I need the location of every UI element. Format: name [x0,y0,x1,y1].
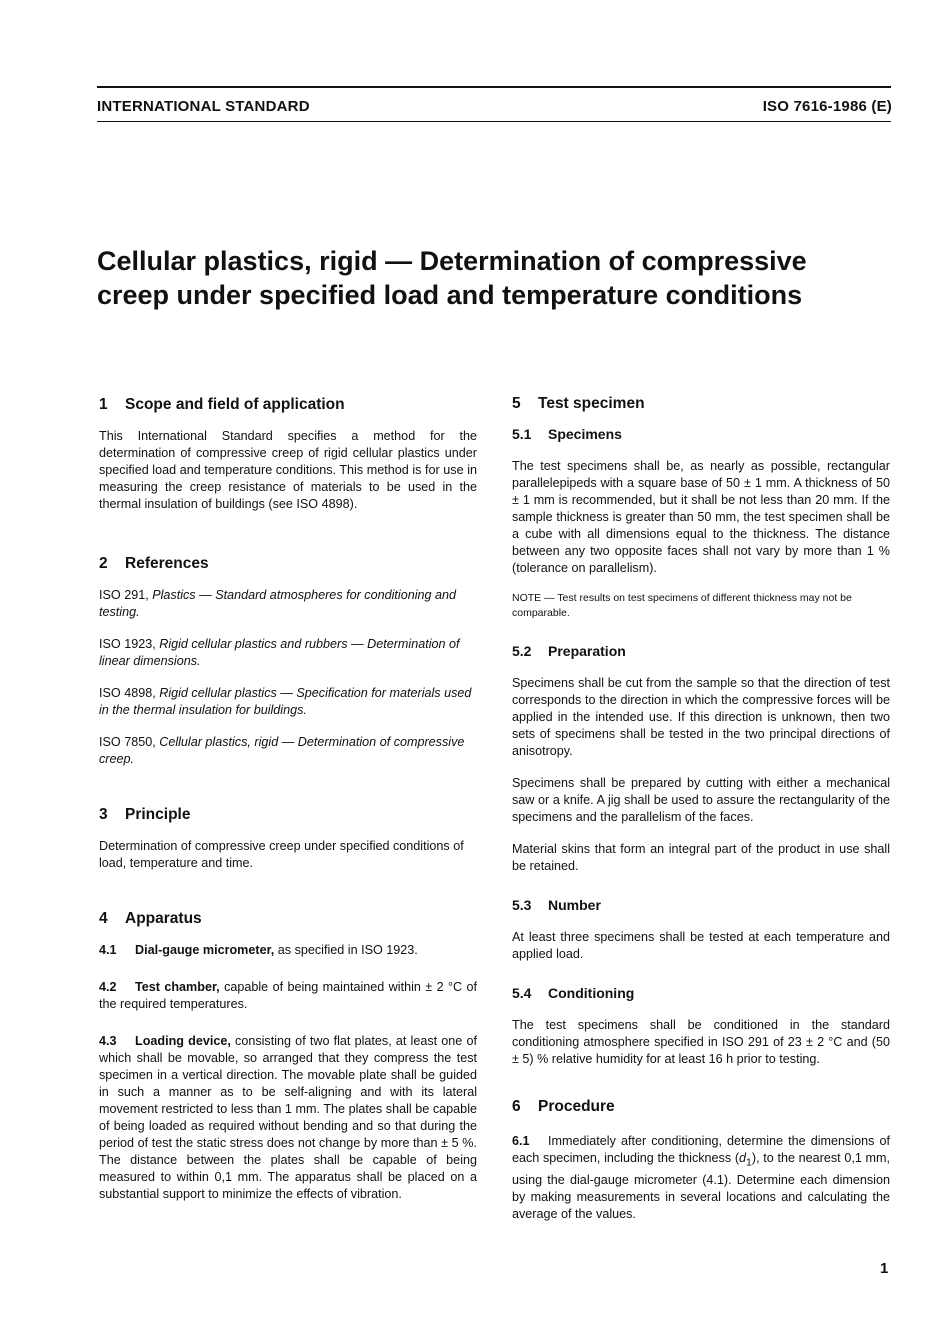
section-4 [99,910,477,1203]
section-3 [99,806,477,872]
header-right: ISO 7616-1986 (E) [762,98,892,115]
section-1 [99,396,477,513]
header-left: INTERNATIONAL STANDARD [97,98,310,115]
page-number: 1 [880,1260,889,1277]
procedure-item: 6.1 Immediately after conditioning, determine the dimensions of each specimen, including the thickness $(d_1)$, to the nearest 0,1 mm, using the dial-gauge micrometer (4.1). Determine each dimension by making measurements in several locations and calculating the average of the values. [512,1134,890,1221]
apparatus-item: 4.1 Dial-gauge micrometer, as specified in ISO 1923. [99,943,418,957]
section-heading: 2 References [99,555,209,572]
reference-item: ISO 291, Plastics — Standard atmospheres for conditioning and testing. [99,588,457,619]
reference-item: ISO 4898, Rigid cellular plastics — Specification for materials used in the thermal insulation for buildings. [99,686,472,717]
section-text: Determination of compressive creep under specified conditions of load, temperature and time. [99,839,464,870]
section-text: The test specimens shall be, as nearly as possible, rectangular parallelepipeds with a square base of 50 ± 1 mm. A thickness of 50 ± 1 mm is recommended, but it shall be not less than 20 mm. If the sample thickness is greater than 50 mm, the test specimen shall be a cube with all dimensions equal to the thickness. The distance between any two opposite faces shall not vary by more than 1 % (tolerance on parallelism). [512,459,890,575]
section-text: The test specimens shall be conditioned in the standard conditioning atmosphere specified in ISO 291 of 23 ± 2 °C and (50 ± 5) % relative humidity for at least 16 h prior to testing. [512,1018,890,1066]
section-5-4 [512,985,890,1068]
section-5-3 [512,897,890,963]
reference-item: ISO 1923, Rigid cellular plastics and rubbers — Determination of linear dimensions. [99,637,460,668]
section-heading: 3 Principle [99,806,191,823]
subsection-heading: 5.1 Specimens [512,426,622,442]
section-5-1 [512,426,890,621]
section-heading: 4 Apparatus [99,910,202,927]
left-column [99,396,477,1203]
section-text: Material skins that form an integral part of the product in use shall be retained. [512,842,890,873]
section-heading: 5 Test specimen [512,395,645,412]
section-text: Specimens shall be prepared by cutting with either a mechanical saw or a knife. A jig shall be used to assure the rectangularity of the specimens and the parallelism of the faces. [512,776,890,824]
header-rule [97,121,891,122]
note: NOTE — Test results on test specimens of different thickness may not be comparable. [512,592,852,619]
apparatus-item: 4.2 Test chamber, capable of being maintained within ± 2 °C of the required temperatures. [99,980,478,1011]
section-text: Specimens shall be cut from the sample so that the direction of test corresponds to the direction in which the compressive forces will be applied in the intended use. If this direction is unknown, then two sets of specimens shall be tested in the two principal directions of anisotropy. [512,676,890,758]
section-heading: 6 Procedure [512,1098,615,1115]
subsection-heading: 5.4 Conditioning [512,985,635,1001]
subsection-heading: 5.3 Number [512,897,601,913]
reference-item: ISO 7850, Cellular plastics, rigid — Determination of compressive creep. [99,735,465,766]
apparatus-item: 4.3 Loading device, consisting of two flat plates, at least one of which shall be movable, so arranged that they compress the test specimen in a vertical direction. The movable plate shall be guided in such a manner as to be self-aligning and with its lateral movement restricted to less than 1 mm. The plates shall be capable of being loaded as required without bending and so that during the period of test the static stress does not change by more than ± 5 %. The distance between the plates shall be capable of being measured to within 0,1 mm. The apparatus shall be placed on a substantial support to minimize the effects of vibration. [99,1034,477,1201]
subsection-heading: 5.2 Preparation [512,643,626,659]
section-5-2 [512,643,890,875]
section-text: This International Standard specifies a method for the determination of compressive creep of rigid cellular plastics under specified load and temperature conditions. This method is for use in measuring the creep resistance of materials to be used in the thermal insulation of buildings (see ISO 4898). [99,429,477,511]
section-2 [99,555,477,768]
section-text: At least three specimens shall be tested at each temperature and applied load. [512,930,890,961]
section-6 [512,1098,890,1223]
document-title: Cellular plastics, rigid — Determination of compressive creep under specified load and temperature conditions [97,246,807,310]
right-column [512,395,890,1223]
top-rule [97,86,891,88]
section-heading: 1 Scope and field of application [99,396,345,413]
